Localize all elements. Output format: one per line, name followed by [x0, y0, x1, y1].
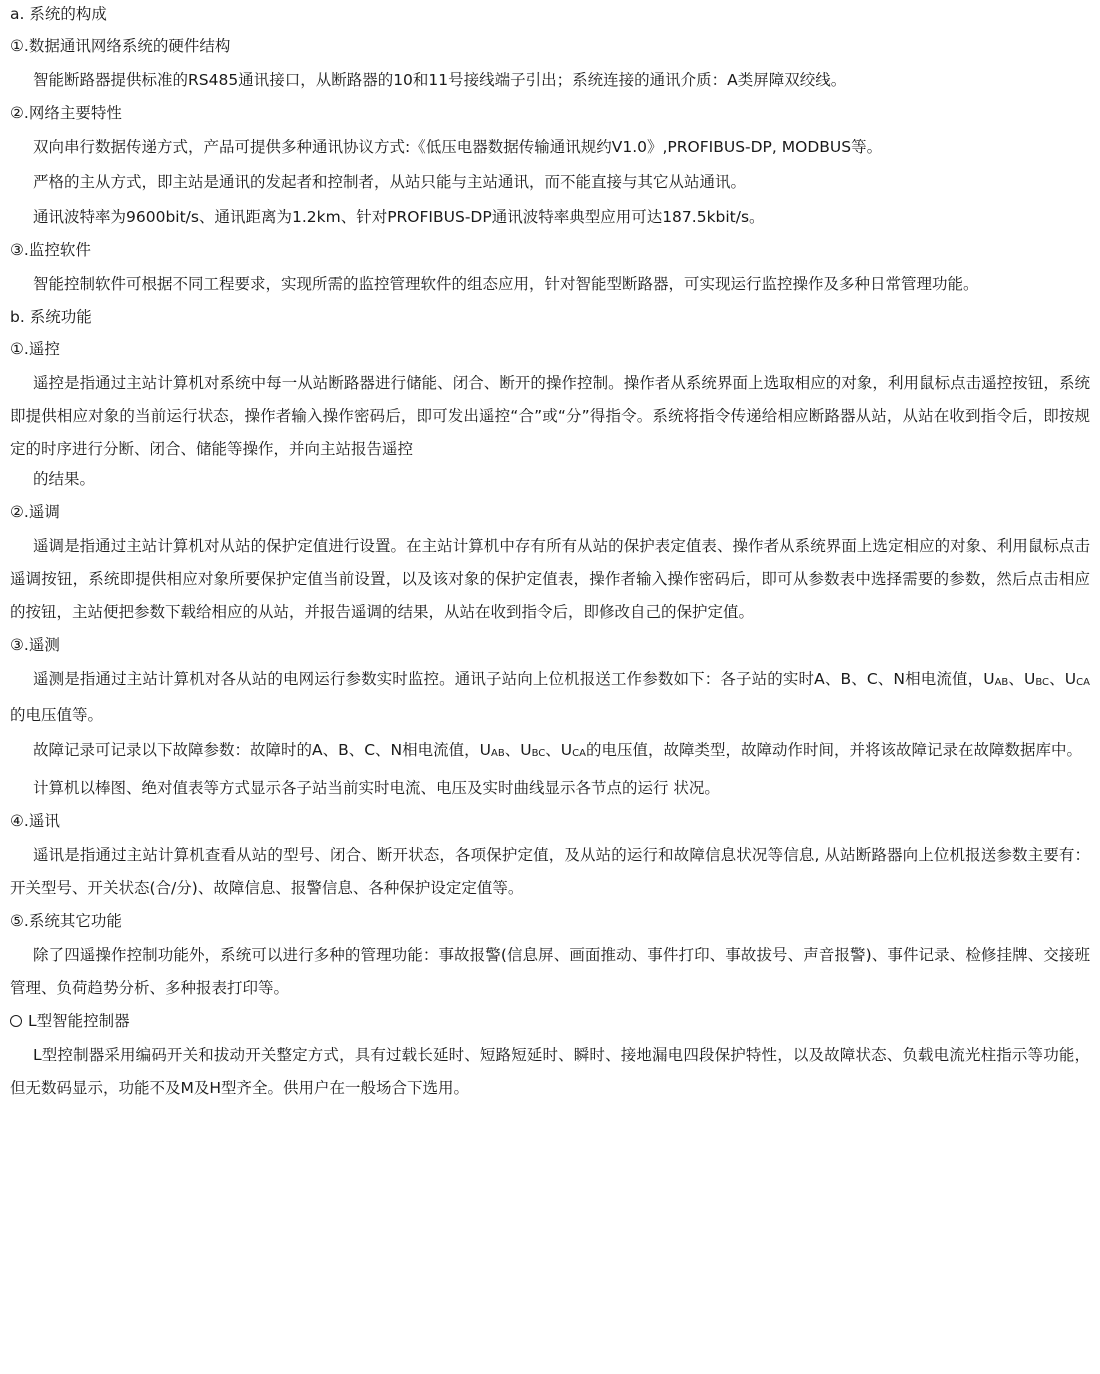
section-b3-paragraph-3: 计算机以棒图、绝对值表等方式显示各子站当前实时电流、电压及实时曲线显示各节点的运行 状况。 — [33, 779, 720, 797]
section-a2-paragraph-2: 严格的主从方式，即主站是通讯的发起者和控制者，从站只能与主站通讯，而不能直接与其它从站通讯。 — [33, 173, 747, 191]
section-b1-paragraph: 遥控是指通过主站计算机对系统中每一从站断路器进行储能、闭合、断开的操作控制。操作者从系统界面上选取相应的对象，利用鼠标点击遥控按钮，系统即提供相应对象的当前运行状态，操作者输入操作密码后，即可发出遥控“合”或“分”得指令。系统将指令传递给相应断路器从站，从站在收到指令后，即按规定的时序进行分断、闭合、储能等操作，并向主站报告遥控 — [10, 374, 1090, 458]
section-b-heading: b. 系统功能 — [10, 308, 92, 326]
section-a3-paragraph: 智能控制软件可根据不同工程要求，实现所需的监控管理软件的组态应用，针对智能型断路器，可实现运行监控操作及多种日常管理功能。 — [33, 275, 979, 293]
section-b5-heading: ⑤.系统其它功能 — [10, 912, 122, 930]
section-b3-paragraph-1: 遥测是指通过主站计算机对各从站的电网运行参数实时监控。通讯子站向上位机报送工作参数如下：各子站的实时A、B、C、N相电流值，UAB、UBC、UCA的电压值等。 — [10, 670, 1090, 724]
section-l-heading: L型智能控制器 — [10, 1007, 1090, 1039]
section-b4-paragraph: 遥讯是指通过主站计算机查看从站的型号、闭合、断开状态，各项保护定值，及从站的运行和故障信息状况等信息, 从站断路器向上位机报送参数主要有：开关型号、开关状态(合/分)、故障信息、报警信息、各种保护设定定值等。 — [10, 846, 1090, 897]
section-a1-heading: ①.数据通讯网络系统的硬件结构 — [10, 37, 231, 55]
section-a2-paragraph-1: 双向串行数据传递方式，产品可提供多种通讯协议方式:《低压电器数据传输通讯规约V1.0》,PROFIBUS-DP, MODBUS等。 — [33, 138, 883, 156]
circle-bullet-icon — [10, 1015, 22, 1027]
section-b1-heading: ①.遥控 — [10, 340, 60, 358]
section-a2-paragraph-3: 通讯波特率为9600bit/s、通讯距离为1.2km、针对PROFIBUS-DP通讯波特率典型应用可达187.5kbit/s。 — [33, 208, 765, 226]
section-a2-heading: ②.网络主要特性 — [10, 104, 122, 122]
section-a1-paragraph: 智能断路器提供标准的RS485通讯接口，从断路器的10和11号接线端子引出；系统连接的通讯介质：A类屏障双绞线。 — [33, 71, 847, 89]
section-a3-heading: ③.监控软件 — [10, 241, 91, 259]
section-b3-paragraph-2: 故障记录可记录以下故障参数：故障时的A、B、C、N相电流值，UAB、UBC、UCA的电压值，故障类型，故障动作时间，并将该故障记录在故障数据库中。 — [33, 741, 1082, 759]
section-b1-paragraph-continued: 的结果。 — [33, 470, 96, 488]
section-b2-heading: ②.遥调 — [10, 503, 60, 521]
section-b2-paragraph: 遥调是指通过主站计算机对从站的保护定值进行设置。在主站计算机中存有所有从站的保护表定值表、操作者从系统界面上选定相应的对象、利用鼠标点击遥调按钮，系统即提供相应对象所要保护定值当前设置，以及该对象的保护定值表，操作者输入操作密码后，即可从参数表中选择需要的参数，然后点击相应的按钮，主站便把参数下载给相应的从站，并报告遥调的结果，从站在收到指令后，即修改自己的保护定值。 — [10, 537, 1090, 621]
section-a-heading: a. 系统的构成 — [10, 5, 107, 23]
section-b4-heading: ④.遥讯 — [10, 812, 60, 830]
section-b5-paragraph: 除了四遥操作控制功能外，系统可以进行多种的管理功能：事故报警(信息屏、画面推动、事件打印、事故拔号、声音报警)、事件记录、检修挂牌、交接班管理、负荷趋势分析、多种报表打印等。 — [10, 946, 1090, 997]
section-b3-heading: ③.遥测 — [10, 636, 60, 654]
section-l-paragraph: L型控制器采用编码开关和拔动开关整定方式，具有过载长延时、短路短延时、瞬时、接地漏电四段保护特性，以及故障状态、负载电流光柱指示等功能，但无数码显示，功能不及M及H型齐全。供用户在一般场合下选用。 — [10, 1046, 1090, 1097]
